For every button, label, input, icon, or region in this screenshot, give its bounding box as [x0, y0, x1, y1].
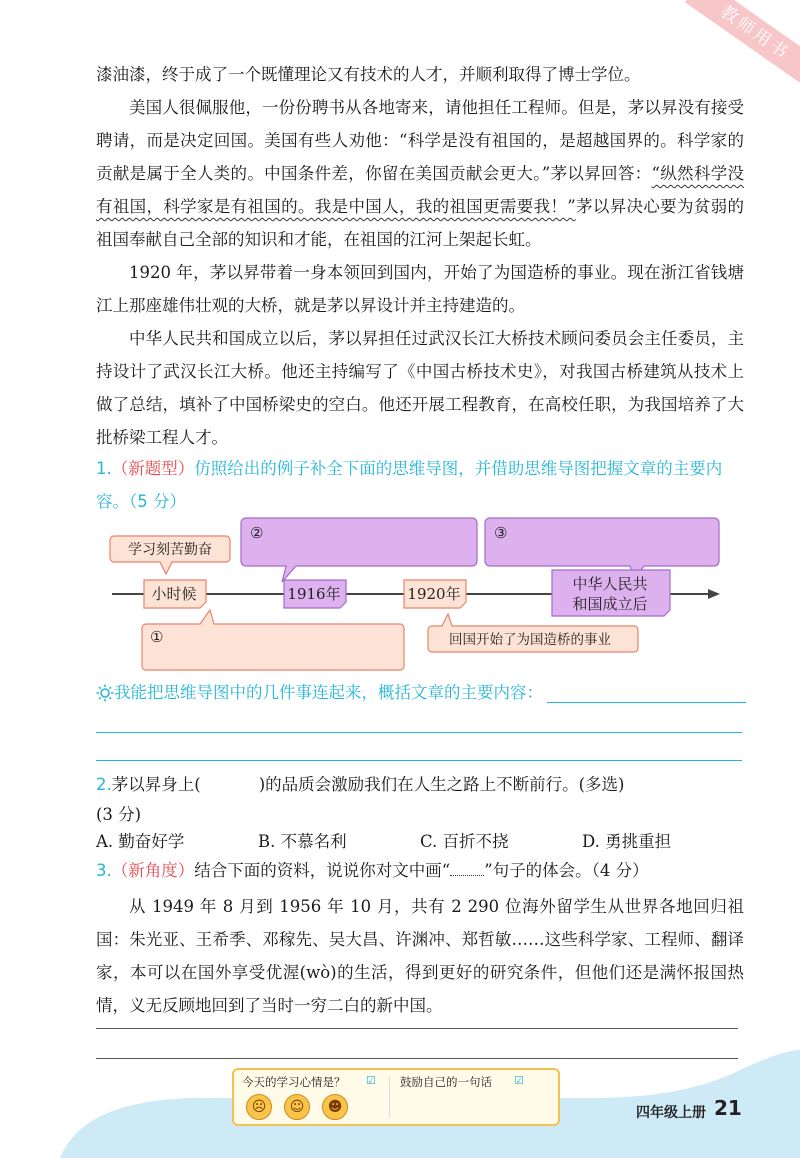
bubble-number: ③	[494, 524, 508, 542]
stage-label: 小时候	[151, 585, 197, 603]
stage-prc-founded	[552, 570, 670, 616]
answer-line[interactable]	[96, 1028, 738, 1029]
edit-icon: ☑	[514, 1074, 524, 1087]
wavy-underlined-sentence: “纵然科学没有祖国，科学家是有祖国的。我是中国人，我的祖国更需要我！”	[96, 164, 745, 216]
stage-label: 中华人民共	[572, 575, 648, 593]
mood-question: 今天的学习心情是？	[242, 1075, 346, 1089]
bubble-childhood-example	[110, 536, 230, 574]
teacher-edition-tag: 教师用书	[685, 0, 800, 88]
material-paragraph: 从 1949 年 8 月到 1956 年 10 月，共有 2 290 位海外留学生从世界各地回归祖国：朱光亚、王希季、邓稼先、吴大昌、许渊冲、郑哲敏……这些科学家、工程师、翻译家，本可以在国外享受优渥(wò)的生活，得到更好的研究条件，但他们还是满怀报国热情，义无反顾地回到了当时一穷二白的新中国。	[96, 897, 744, 1015]
mood-panel	[232, 1068, 560, 1126]
timeline-arrow-icon	[708, 589, 720, 599]
wavy-line-icon	[450, 864, 484, 876]
answer-line[interactable]	[96, 760, 742, 761]
bubble-1920-example	[428, 614, 638, 652]
bubble-1-blank[interactable]	[142, 610, 404, 670]
bubble-text: 学习刻苦勤奋	[128, 542, 212, 558]
option-c[interactable]: C. 百折不挠	[420, 832, 509, 851]
bubble-number: ①	[150, 628, 164, 646]
page-number: 21	[714, 1096, 742, 1120]
passage-paragraph: 中华人民共和国成立以后，茅以昇担任过武汉长江大桥技术顾问委员会主任委员，主持设计了武汉长江大桥。他还主持编写了《中国古桥技术史》，对我国古桥建筑从技术上做了总结，填补了中国桥梁史的空白。他还开展工程教育，在高校任职，为我国培养了大批桥梁工程人才。	[96, 329, 744, 447]
answer-line[interactable]	[547, 683, 746, 703]
stage-childhood	[144, 580, 206, 608]
passage-paragraph: 漆油漆，终于成了一个既懂理论又有技术的人才，并顺利取得了博士学位。	[96, 65, 641, 84]
sad-face-icon[interactable]: ☹	[246, 1094, 272, 1120]
option-a[interactable]: A. 勤奋好学	[96, 832, 185, 851]
question-1: 1.（新题型）仿照给出的例子补全下面的思维导图，并借助思维导图把握文章的主要内容。（5 分）	[96, 459, 723, 511]
question-3: 3.（新角度）结合下面的资料，说说你对文中画“ ”句子的体会。（4 分）	[96, 861, 649, 880]
passage-paragraph: 美国人很佩服他，一份份聘书从各地寄来，请他担任工程师。但是，茅以昇没有接受聘请，而是决定回国。美国有些人劝他：“科学是没有祖国的，是超越国界的。科学家的贡献是属于全人类的。中国条件差，你留在美国贡献会更大。”茅以昇回答：“纵然科学没有祖国，科学家是有祖国的。我是中国人，我的祖国更需要我！”茅以昇决心要为贫弱的祖国奉献自己全部的知识和才能，在祖国的江河上架起长虹。	[96, 98, 745, 249]
stage-1920	[404, 580, 466, 608]
reference-material	[96, 890, 744, 1022]
bubble-text: 回国开始了为国造桥的事业	[449, 632, 611, 648]
question-2: 2.茅以昇身上( )的品质会激励我们在人生之路上不断前行。(多选) (3 分)	[96, 775, 625, 824]
stage-label: 1916年	[287, 585, 341, 603]
option-d[interactable]: D. 勇挑重担	[582, 832, 672, 851]
passage	[96, 58, 744, 454]
encourage-label: 鼓励自己的一句话	[400, 1075, 492, 1089]
option-b[interactable]: B. 不慕名利	[258, 832, 347, 851]
smile-face-icon[interactable]: ☺	[284, 1094, 310, 1120]
stage-label: 1920年	[407, 585, 461, 603]
passage-paragraph: 1920 年，茅以昇带着一身本领回到国内，开始了为国造桥的事业。现在浙江省钱塘江上那座雄伟壮观的大桥，就是茅以昇设计并主持建造的。	[96, 263, 744, 315]
stage-1916	[284, 580, 346, 608]
summary-prompt	[96, 678, 746, 708]
stage-label: 和国成立后	[572, 595, 648, 613]
summary-prompt-text: 我能把思维导图中的几件事连起来，概括文章的主要内容：	[114, 683, 543, 702]
question-2-options	[96, 828, 744, 852]
sun-icon	[96, 684, 114, 702]
edit-icon: ☑	[366, 1074, 376, 1087]
bubble-2-blank[interactable]	[241, 518, 477, 582]
answer-line[interactable]	[96, 732, 742, 733]
laugh-face-icon[interactable]: ☻	[322, 1094, 348, 1120]
mind-map	[96, 512, 736, 672]
grade-label: 四年级上册	[636, 1105, 706, 1121]
bubble-number: ②	[250, 524, 264, 542]
